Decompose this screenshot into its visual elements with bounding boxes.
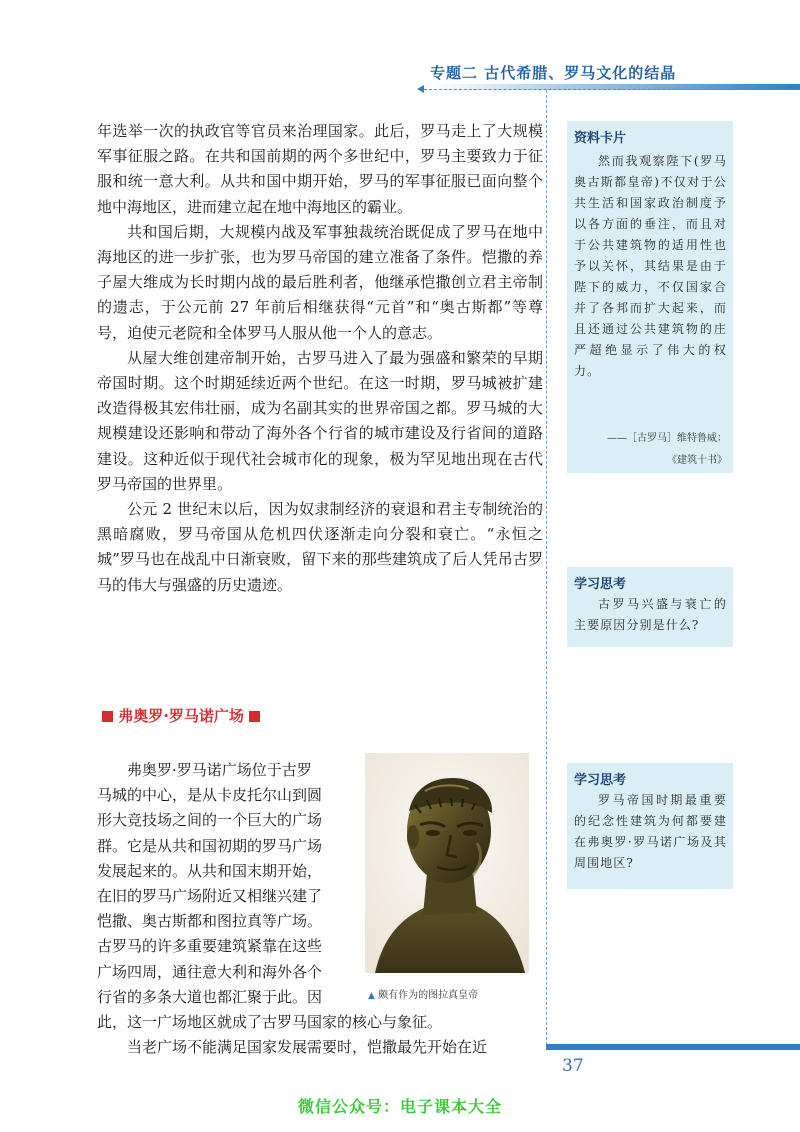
header-arrow-icon (417, 85, 424, 93)
section-line: 广场四周，通往意大利和海外各个 (97, 962, 323, 981)
card-title: 学习思考 (574, 577, 627, 592)
paragraph-1: 年选举一次的执政官等官员来治理国家。此后，罗马走上了大规模军事征服之路。在共和国前期的两个多世纪中，罗马主要致力于征服和统一意大利。从共和国中期开始，罗马的军事征服已面向整个地中海地区，进而建立起在地中海地区的霸业。 (97, 122, 543, 216)
card-body: 罗马帝国时期最重要的纪念性建筑为何都要建在弗奥罗·罗马诺广场及其周围地区? (574, 793, 727, 870)
paragraph-4: 公元 2 世纪末以后，因为奴隶制经济的衰退和君主专制统治的黑暗腐败，罗马帝国从危机四伏逐渐走向分裂和衰亡。“永恒之城”罗马也在战乱中日渐衰败，留下来的那些建筑成了后人凭吊古罗马的伟大与强盛的历史遗迹。 (97, 500, 543, 594)
image-caption (368, 986, 478, 1001)
section-line: 发展起来的。从共和国末期开始， (97, 861, 323, 880)
image-caption-text: 颇有作为的图拉真皇帝 (378, 990, 479, 1001)
section-line: 古罗马的许多重要建筑紧靠在这些 (97, 937, 323, 956)
card-title: 学习思考 (574, 773, 627, 788)
section-line: 群。它是从共和国初期的罗马广场 (97, 836, 323, 855)
chapter-title: 专题二 古代希腊、罗马文化的结晶 (430, 64, 677, 82)
section-paragraph-continued (97, 1010, 543, 1060)
paragraph-2: 共和国后期，大规模内战及军事独裁统治既促成了罗马在地中海地区的进一步扩张，也为罗马帝国的建立准备了条件。恺撒的养子屋大维成为长时期内战的最后胜利者，他继承恺撒创立君主帝制的遗志，于公元前 27 年前后相继获得“元首”和“奥古斯都”等尊号，迫使元老院和全体罗马人服从他一个人的意志。 (97, 222, 543, 342)
section-line: 马城的中心，是从卡皮托尔山到圆 (97, 786, 323, 805)
sidebar-separator (546, 90, 547, 1045)
section-heading-text: 弗奥罗·罗马诺广场 (118, 707, 244, 725)
last-paragraph: 当老广场不能满足国家发展需要时，恺撒最先开始在近 (127, 1038, 488, 1057)
card-title: 资料卡片 (574, 131, 627, 146)
study-question-card (567, 763, 733, 889)
section-line: 在旧的罗马广场附近又相继兴建了 (97, 887, 323, 906)
section-line: 恺撒、奥古斯都和图拉真等广场。 (97, 912, 323, 931)
square-bullet-icon (249, 711, 260, 722)
section-line: 弗奥罗·罗马诺广场位于古罗 (127, 761, 312, 779)
card-reference-book: 《建筑十书》 (667, 455, 727, 466)
page-header (0, 0, 800, 100)
section-line: 形大竞技场之间的一个巨大的广场 (97, 811, 323, 830)
square-bullet-icon (102, 711, 113, 722)
section-line: 行省的多条大道也都汇聚于此。因 (97, 987, 323, 1006)
section-paragraph (97, 758, 357, 1010)
footer-watermark: 微信公众号：电子课本大全 (297, 1097, 502, 1116)
card-body: 古罗马兴盛与衰亡的主要原因分别是什么? (574, 597, 727, 632)
card-body: 然而我观察陛下(罗马奥古斯都皇帝)不仅对于公共生活和国家政治制度予以各方面的垂注，而且对于公共建筑物的适用性也予以关怀，其结果是由于陛下的威力，不仅国家合并了各邦而扩大起来，而且还通过公共建筑物的庄严超绝显示了伟大的权力。 (574, 154, 727, 378)
paragraph-3: 从屋大维创建帝制开始，古罗马进入了最为强盛和繁荣的早期帝国时期。这个时期延续近两个世纪。在这一时期，罗马城被扩建改造得极其宏伟壮丽，成为名副其实的世界帝国之都。罗马城的大规模建设还影响和带动了海外各个行省的城市建设及行省间的道路建设。这种近似于现代社会城市化的现象，极为罕见地出现在古代罗马帝国的世界里。 (97, 348, 543, 493)
footer-bar (546, 1044, 800, 1050)
header-dotted-rule (424, 89, 800, 90)
card-reference-author: ——［古罗马］维特鲁威： (607, 433, 727, 444)
trajan-bust-image (365, 753, 529, 973)
study-question-card (567, 567, 733, 647)
page-number: 37 (562, 1056, 584, 1076)
reference-card (567, 121, 733, 473)
triangle-icon: ▲ (368, 991, 375, 1001)
bust-illustration (365, 753, 529, 973)
section-tail: 此，这一广场地区就成了古罗马国家的核心与象征。 (97, 1013, 443, 1031)
main-body-text (97, 119, 543, 598)
section-heading (102, 705, 260, 726)
